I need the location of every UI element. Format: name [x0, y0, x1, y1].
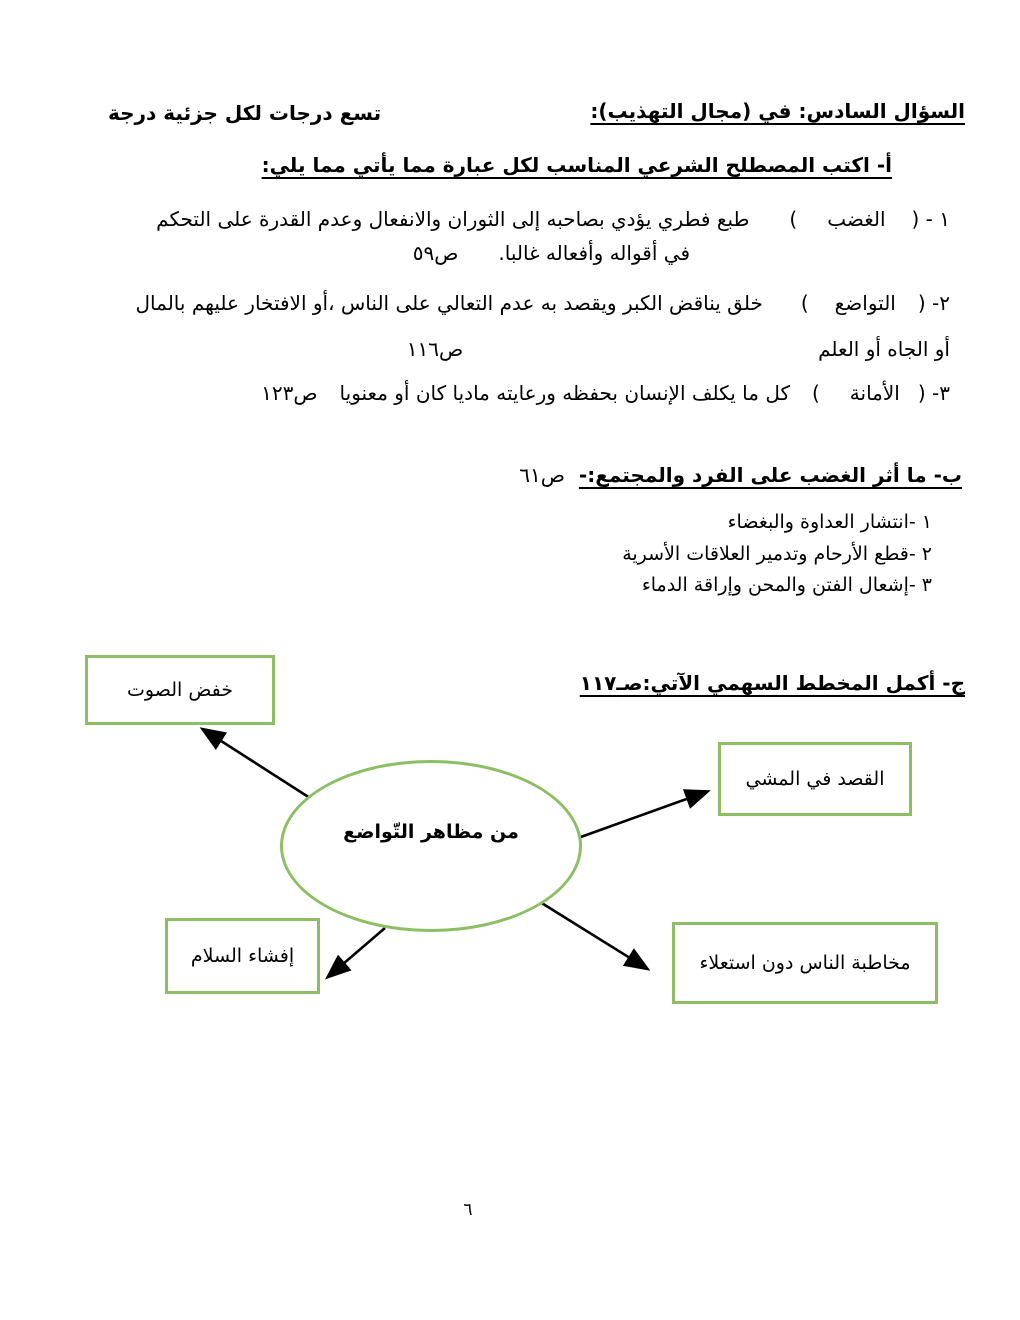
- item-2-paren-close: ): [800, 291, 809, 315]
- item-1-line-1: [156, 206, 950, 232]
- diagram-box-lower-voice: [85, 655, 275, 725]
- item-3-paren-close: ): [811, 381, 820, 405]
- item-3-page-ref: ص١٢٣: [261, 381, 318, 405]
- page-number: ٦: [463, 1200, 473, 1220]
- section-c-heading: ج- أكمل المخطط السهمي الآتي:صـ١١٧: [579, 671, 965, 695]
- diagram-center-label: من مظاهر التّواضع: [343, 821, 519, 843]
- item-3-term: الأمانة: [849, 381, 900, 405]
- item-2-page-ref: ص١١٦: [406, 337, 464, 361]
- anger-effect-item: ٢ -قطع الأرحام وتدمير العلاقات الأسرية: [622, 542, 932, 565]
- diagram-box-spreading-salam: [165, 918, 320, 994]
- item-1-definition-cont: في أقواله وأفعاله غالبا.: [498, 241, 690, 265]
- item-1-definition: طبع فطري يؤدي بصاحبه إلى الثوران والانفعال وعدم القدرة على التحكم: [156, 207, 750, 231]
- diagram-box-label: إفشاء السلام: [190, 945, 295, 967]
- item-1-term: الغضب: [827, 207, 886, 231]
- item-2-line-1: [136, 290, 950, 316]
- arrow-to-bottom-left-box: [329, 928, 385, 976]
- section-b-heading-line: [519, 462, 962, 488]
- arrow-to-right-box: [578, 792, 706, 838]
- diagram-box-walking-moderately: [718, 742, 912, 816]
- section-a-heading: أ- اكتب المصطلح الشرعي المناسب لكل عبارة مما يأتي مما يلي:: [261, 153, 892, 177]
- item-1-number: ١ - (: [911, 207, 950, 231]
- item-3-definition: كل ما يكلف الإنسان بحفظه ورعايته ماديا كان أو معنويا: [339, 381, 790, 405]
- arrow-to-bottom-right-box: [540, 902, 646, 968]
- item-1-paren-close: ): [789, 207, 798, 231]
- section-b-heading: ب- ما أثر الغضب على الفرد والمجتمع:-: [578, 463, 962, 487]
- item-1-page-ref: ص٥٩: [412, 241, 459, 265]
- item-3-line: [261, 380, 950, 406]
- item-2-line-2: [407, 336, 950, 362]
- anger-effect-item: ١ -انتشار العداوة والبغضاء: [727, 511, 932, 533]
- diagram-box-label: مخاطبة الناس دون استعلاء: [699, 952, 911, 974]
- diagram-box-label: خفض الصوت: [127, 679, 233, 701]
- diagram-box-label: القصد في المشي: [745, 768, 885, 790]
- item-3-number: ٣- (: [917, 381, 950, 405]
- item-1-line-2: [413, 240, 690, 266]
- item-2-definition: خلق يناقض الكبر ويقصد به عدم التعالي على الناس ،أو الافتخار عليهم بالمال: [135, 291, 763, 315]
- item-2-definition-cont: أو الجاه أو العلم: [818, 337, 950, 361]
- section-b-page-ref: ص٦١: [519, 463, 565, 487]
- question-title: السؤال السادس: في (مجال التهذيب):: [590, 99, 965, 123]
- score-note: تسع درجات لكل جزئية درجة: [108, 101, 382, 125]
- diagram-box-addressing-people-humbly: [672, 922, 938, 1004]
- diagram-center-ellipse: [280, 760, 582, 932]
- item-2-term: التواضع: [834, 291, 896, 315]
- section-b-list: [622, 510, 932, 605]
- anger-effect-item: ٣ -إشعال الفتن والمحن وإراقة الدماء: [641, 574, 932, 597]
- item-2-number: ٢- (: [917, 291, 950, 315]
- arrow-to-top-left-box: [204, 730, 310, 798]
